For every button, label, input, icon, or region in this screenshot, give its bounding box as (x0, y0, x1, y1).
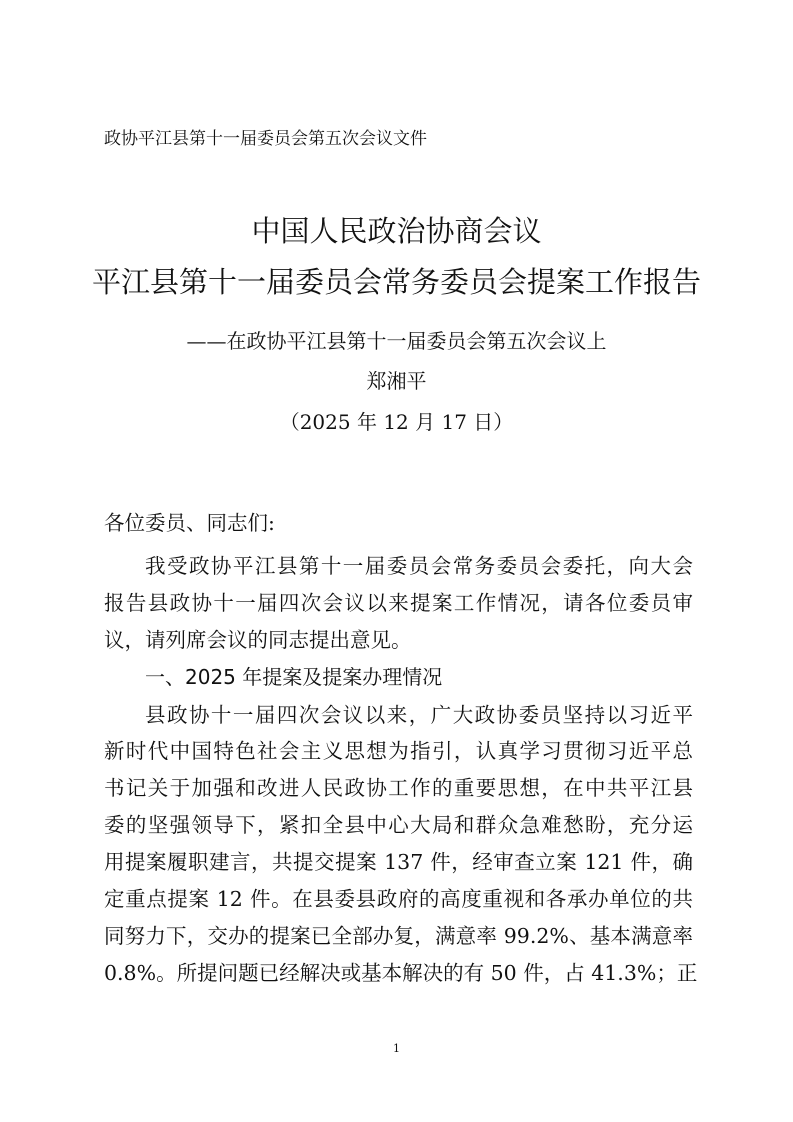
document-header: 政协平江县第十一届委员会第五次会议文件 (104, 129, 427, 149)
body-line: 委的坚强领导下，紧扣全县中心大局和群众急难愁盼，充分运 (104, 813, 693, 837)
body-line: 0.8%。所提问题已经解决或基本解决的有 50 件，占 41.3%；正 (104, 961, 698, 985)
salutation: 各位委员、同志们: (104, 511, 275, 535)
body-line: 用提案履职建言，共提交提案 137 件，经审查立案 121 件，确 (104, 850, 693, 874)
author: 郑湘平 (366, 369, 427, 393)
body-line: 书记关于加强和改进人民政协工作的重要思想，在中共平江县 (104, 776, 693, 800)
intro-line: 议，请列席会议的同志提出意见。 (104, 628, 412, 652)
body-line: 县政协十一届四次会议以来，广大政协委员坚持以习近平 (145, 703, 693, 727)
title-line-2: 平江县第十一届委员会常务委员会提案工作报告 (91, 265, 701, 299)
body-line: 同努力下，交办的提案已全部办复，满意率 99.2%、基本满意率 (104, 924, 693, 948)
intro-line: 我受政协平江县第十一届委员会常务委员会委托，向大会 (145, 554, 693, 578)
date: （2025 年 12 月 17 日） (279, 410, 514, 434)
intro-line: 报告县政协十一届四次会议以来提案工作情况，请各位委员审 (104, 591, 693, 615)
page-number: 1 (393, 1042, 400, 1055)
body-line: 定重点提案 12 件。在县委县政府的高度重视和各承办单位的共 (104, 887, 693, 911)
section-heading: 一、2025 年提案及提案办理情况 (145, 665, 443, 689)
title-line-1: 中国人民政治协商会议 (251, 214, 542, 248)
body-line: 新时代中国特色社会主义思想为指引，认真学习贯彻习近平总 (104, 739, 693, 763)
subtitle: ——在政协平江县第十一届委员会第五次会议上 (186, 329, 607, 353)
